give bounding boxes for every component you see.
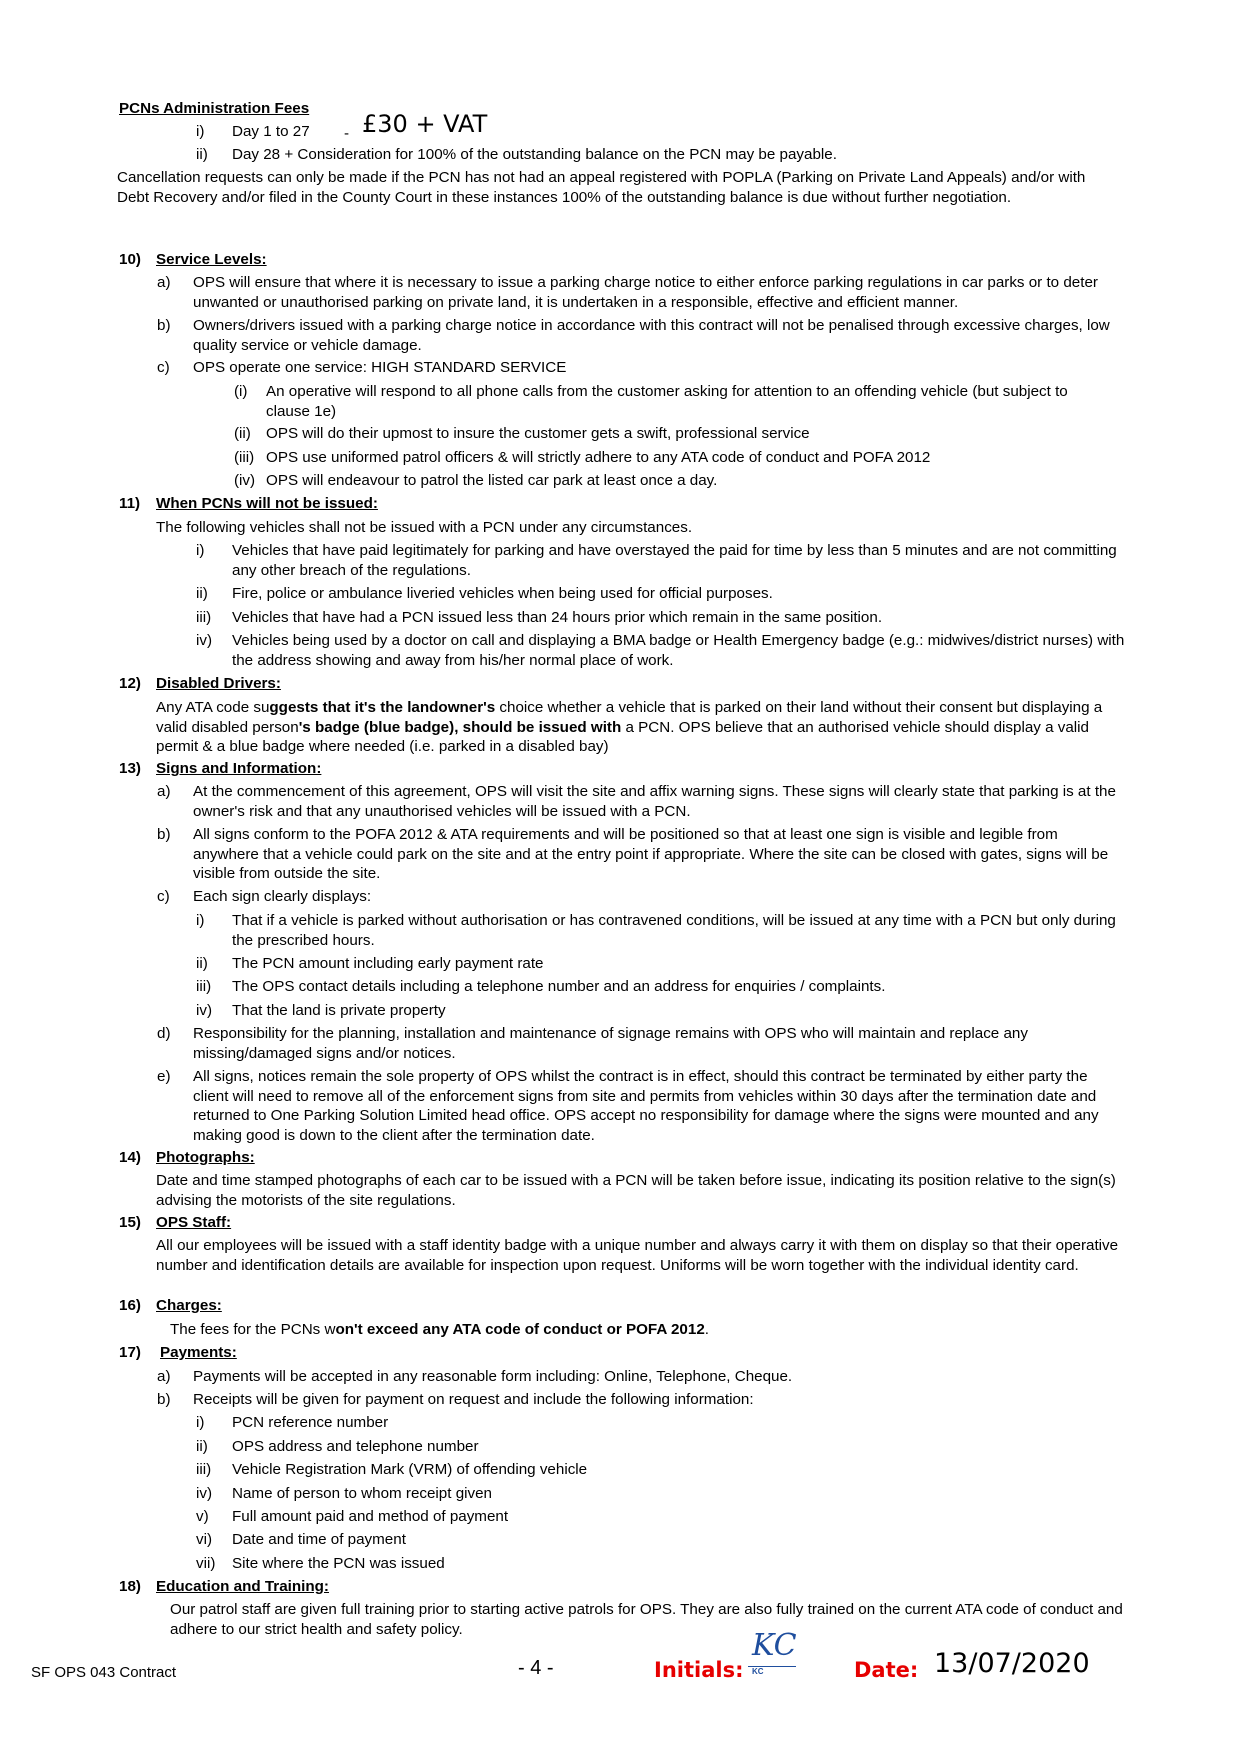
list-item-text: At the commencement of this agreement, OPS will visit the site and affix warning signs. These signs will clearly state that parking is at the owner's risk and that any unauthorised vehicles will be issued with a PCN. bbox=[193, 783, 1116, 820]
fees-amount-handwritten: £30 + VAT bbox=[362, 110, 488, 138]
sub-marker: (ii) bbox=[234, 425, 251, 442]
footer-doc-ref: SF OPS 043 Contract bbox=[31, 1664, 177, 1681]
sub-item-text: OPS will endeavour to patrol the listed car park at least once a day. bbox=[266, 472, 718, 489]
list-marker: i) bbox=[196, 542, 205, 559]
text-span-bold: on't exceed any ATA code of conduct or POFA 2012 bbox=[335, 1321, 705, 1338]
section-number: 12) bbox=[119, 675, 141, 692]
signature-small-initials: KC bbox=[752, 1667, 764, 1676]
list-item-text: All signs conform to the POFA 2012 & ATA requirements and will be positioned so that at least one sign is visible and legible from anywhere that a vehicle could park on the site and at the entry point if appropriate. Where the site can be closed with gates, signs will be visible from outside the site. bbox=[193, 826, 1109, 882]
list-item-text: Vehicles that have paid legitimately for parking and have overstayed the paid for time by less than 5 minutes and are not committing any other breach of the regulations. bbox=[232, 542, 1117, 579]
sub-item-text: The PCN amount including early payment rate bbox=[232, 955, 544, 972]
list-marker: iii) bbox=[196, 609, 212, 626]
list-item-text: OPS will ensure that where it is necessary to issue a parking charge notice to either enforce parking regulations in car parks or to deter unwanted or unauthorised parking on private land, it is undertaken in a responsible, effective and efficient manner. bbox=[193, 274, 1098, 311]
section-number: 11) bbox=[119, 495, 141, 512]
list-item-text: Fire, police or ambulance liveried vehicles when being used for official purposes. bbox=[232, 585, 773, 602]
list-marker: iv) bbox=[196, 632, 213, 649]
cancellation-paragraph: Cancellation requests can only be made if the PCN has not had an appeal registered with POPLA (Parking on Private Land Appeals) and/or with Debt Recovery and/or filed in the County Court in these instances 100% of the outstanding balance is due without further negotiation. bbox=[117, 169, 1086, 206]
sub-item-text: Full amount paid and method of payment bbox=[232, 1508, 509, 1525]
sub-marker: iv) bbox=[196, 1485, 213, 1502]
list-marker: ii) bbox=[196, 585, 208, 602]
section-number: 16) bbox=[119, 1297, 141, 1314]
section-title-signs: Signs and Information: bbox=[156, 760, 322, 777]
sub-marker: v) bbox=[196, 1508, 209, 1525]
list-marker: d) bbox=[157, 1025, 171, 1042]
sub-marker: i) bbox=[196, 1414, 205, 1431]
section-title-ops-staff: OPS Staff: bbox=[156, 1214, 232, 1231]
list-marker: a) bbox=[157, 783, 171, 800]
list-marker: b) bbox=[157, 317, 171, 334]
date-value-handwritten: 13/07/2020 bbox=[934, 1648, 1090, 1679]
section-number: 14) bbox=[119, 1149, 141, 1166]
section-title-disabled-drivers: Disabled Drivers: bbox=[156, 675, 281, 692]
initials-label: Initials: bbox=[654, 1658, 744, 1682]
section-number: 18) bbox=[119, 1578, 141, 1595]
list-marker: b) bbox=[157, 1391, 171, 1408]
section-number: 17) bbox=[119, 1344, 141, 1361]
list-item-text: OPS operate one service: HIGH STANDARD SERVICE bbox=[193, 359, 567, 376]
footer-page-number: - 4 - bbox=[518, 1657, 554, 1679]
signature-text: KC bbox=[752, 1628, 797, 1663]
list-item-text: Responsibility for the planning, installation and maintenance of signage remains with OPS who will maintain and replace any missing/damaged signs and/or notices. bbox=[193, 1025, 1028, 1062]
sub-item-text: That the land is private property bbox=[232, 1002, 446, 1019]
text-span: . bbox=[704, 1321, 709, 1338]
text-span: choice whether a vehicle that is parked on their land without their consent but displaying a valid disabled person bbox=[156, 699, 1103, 736]
list-item-text: Payments will be accepted in any reasonable form including: Online, Telephone, Cheque. bbox=[193, 1368, 793, 1385]
sub-item-text: The OPS contact details including a telephone number and an address for enquiries / complaints. bbox=[232, 978, 886, 995]
sub-item-text: An operative will respond to all phone calls from the customer asking for attention to an offending vehicle (but subject to clause 1e) bbox=[266, 383, 1068, 420]
list-item-text: Owners/drivers issued with a parking charge notice in accordance with this contract will not be penalised through excessive charges, low quality service or vehicle damage. bbox=[193, 317, 1110, 354]
text-span: The fees for the PCNs w bbox=[170, 1321, 336, 1338]
section-title-payments: Payments: bbox=[160, 1344, 237, 1361]
section-title-not-issued: When PCNs will not be issued: bbox=[156, 495, 378, 512]
sub-marker: ii) bbox=[196, 1438, 208, 1455]
section-title-photographs: Photographs: bbox=[156, 1149, 255, 1166]
text-span-bold: 's badge (blue badge), should be issued with bbox=[298, 718, 622, 736]
sub-item-text: That if a vehicle is parked without authorisation or has contravened conditions, will be issued at any time with a PCN but only during the prescribed hours. bbox=[232, 912, 1116, 949]
text-span: Any ATA code su bbox=[156, 699, 270, 716]
list-marker: e) bbox=[157, 1068, 171, 1085]
section-intro: The following vehicles shall not be issued with a PCN under any circumstances. bbox=[156, 519, 693, 536]
fees-item-marker: i) bbox=[196, 123, 205, 140]
section-number: 10) bbox=[119, 251, 141, 268]
list-item-text: Vehicles that have had a PCN issued less than 24 hours prior which remain in the same position. bbox=[232, 609, 883, 626]
list-item-text: Receipts will be given for payment on request and include the following information: bbox=[193, 1391, 754, 1408]
date-label: Date: bbox=[854, 1658, 919, 1682]
fees-item-marker: ii) bbox=[196, 146, 208, 163]
section-number: 13) bbox=[119, 760, 141, 777]
sub-item-text: OPS address and telephone number bbox=[232, 1438, 479, 1455]
sub-item-text: PCN reference number bbox=[232, 1414, 389, 1431]
section-title-service-levels: Service Levels: bbox=[156, 251, 267, 268]
list-marker: a) bbox=[157, 1368, 171, 1385]
sub-item-text: Vehicle Registration Mark (VRM) of offending vehicle bbox=[232, 1461, 588, 1478]
list-marker: c) bbox=[157, 359, 170, 376]
sub-item-text: Name of person to whom receipt given bbox=[232, 1485, 493, 1502]
fees-heading: PCNs Administration Fees bbox=[119, 100, 310, 117]
section-title-education: Education and Training: bbox=[156, 1578, 329, 1595]
sub-item-text: Date and time of payment bbox=[232, 1531, 406, 1548]
sub-marker: vii) bbox=[196, 1555, 216, 1572]
list-marker: b) bbox=[157, 826, 171, 843]
fees-dash: - bbox=[344, 125, 350, 142]
sub-marker: iv) bbox=[196, 1002, 213, 1019]
list-marker: a) bbox=[157, 274, 171, 291]
section-text: All our employees will be issued with a staff identity badge with a unique number and always carry it with them on display so that their operative number and identification details are available for inspection upon request. Uniforms will be worn together with the individual identity card. bbox=[156, 1237, 1119, 1274]
sub-marker: iii) bbox=[196, 978, 212, 995]
list-item-text: Vehicles being used by a doctor on call and displaying a BMA badge or Health Emergency badge (e.g.: midwives/district nurses) with the address showing and away from his/her normal place of work. bbox=[232, 632, 1125, 669]
text-span: a PCN. OPS believe that an authorised vehicle should display a valid permit & a blue badge where needed (i.e. parked in a disabled bay) bbox=[156, 718, 1089, 755]
initials-signature bbox=[748, 1628, 800, 1678]
section-number: 15) bbox=[119, 1214, 141, 1231]
disabled-drivers-paragraph bbox=[156, 698, 1116, 757]
fees-item-text: Day 28 + Consideration for 100% of the outstanding balance on the PCN may be payable. bbox=[232, 146, 837, 163]
charges-text bbox=[170, 1320, 709, 1340]
section-text: Date and time stamped photographs of each car to be issued with a PCN will be taken before issue, indicating its position relative to the sign(s) advising the motorists of the site regulations. bbox=[156, 1172, 1116, 1209]
list-marker: c) bbox=[157, 888, 170, 905]
sub-marker: (iv) bbox=[234, 472, 256, 489]
sub-item-text: OPS use uniformed patrol officers & will strictly adhere to any ATA code of conduct and POFA 2012 bbox=[266, 449, 931, 466]
sub-marker: ii) bbox=[196, 955, 208, 972]
sub-marker: vi) bbox=[196, 1531, 213, 1548]
sub-marker: (i) bbox=[234, 383, 248, 400]
section-title-charges: Charges: bbox=[156, 1297, 222, 1314]
list-item-text: Each sign clearly displays: bbox=[193, 888, 372, 905]
sub-item-text: OPS will do their upmost to insure the customer gets a swift, professional service bbox=[266, 425, 810, 442]
list-item-text: All signs, notices remain the sole property of OPS whilst the contract is in effect, should this contract be terminated by either party the client will need to remove all of the enforcement signs from site and permits from vehicles within 30 days after the termination date and returned to One Parking Solution Limited head office. OPS accept no responsibility for damage where the signs were mounted and any making good is down to the client after the termination date. bbox=[193, 1068, 1099, 1144]
sub-marker: iii) bbox=[196, 1461, 212, 1478]
sub-item-text: Site where the PCN was issued bbox=[232, 1555, 445, 1572]
sub-marker: i) bbox=[196, 912, 205, 929]
sub-marker: (iii) bbox=[234, 449, 255, 466]
section-text: Our patrol staff are given full training prior to starting active patrols for OPS. They are also fully trained on the current ATA code of conduct and adhere to our strict health and safety policy. bbox=[170, 1601, 1123, 1638]
text-span-bold: ggests that it's the landowner's bbox=[269, 699, 496, 716]
fees-item-text: Day 1 to 27 bbox=[232, 123, 310, 140]
